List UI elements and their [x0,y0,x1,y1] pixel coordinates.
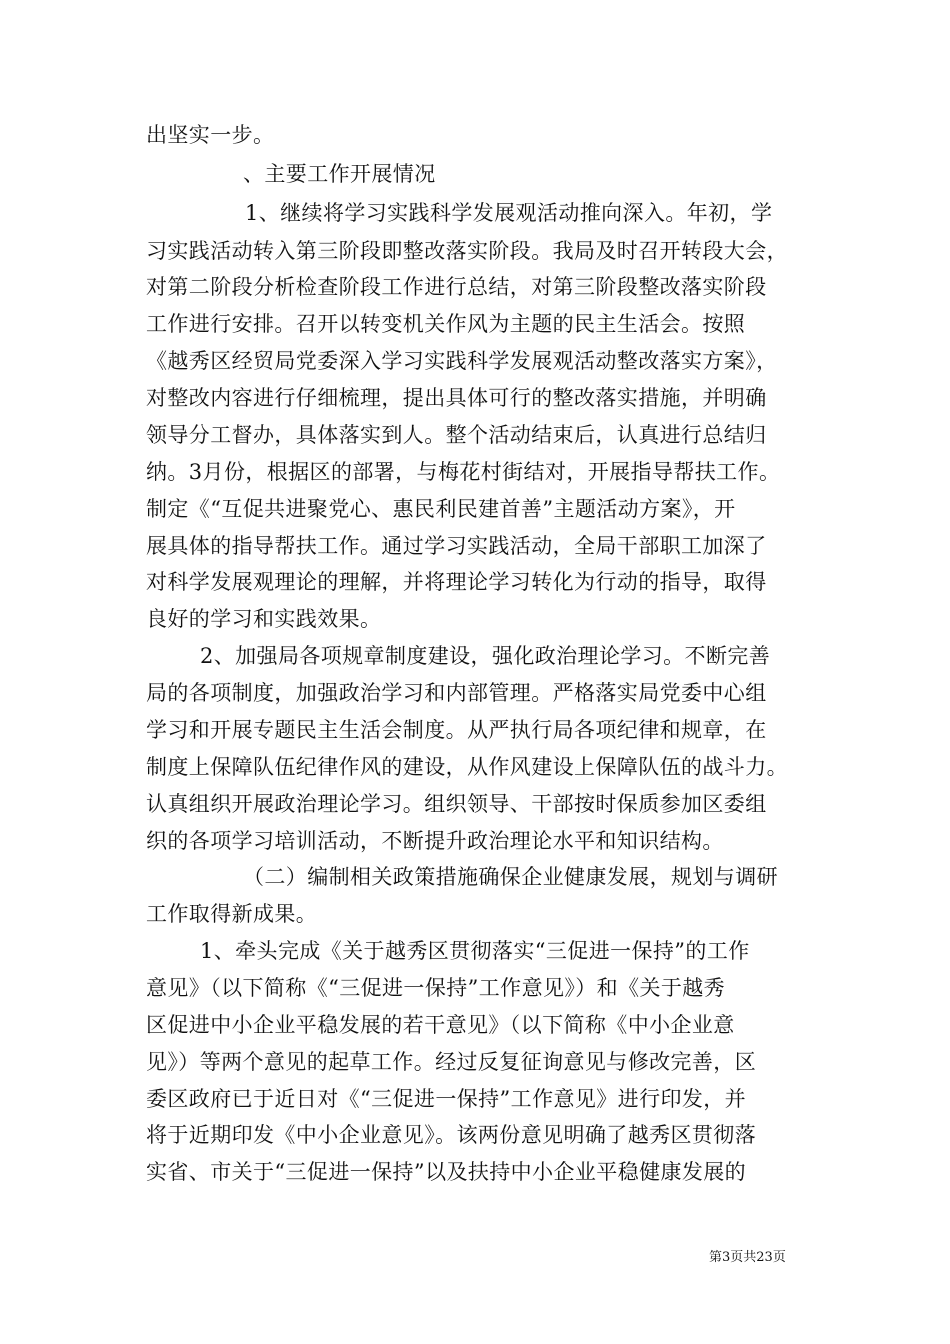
text-line: 意见》（以下简称《“三促进一保持”工作意见》）和《关于越秀 [146,976,726,1000]
text-line: 对整改内容进行仔细梳理，提出具体可行的整改落实措施，并明确 [146,386,767,410]
text-line: 认真组织开展政治理论学习。组织领导、干部按时保质参加区委组 [146,792,767,816]
text-line: 《越秀区经贸局党委深入学习实践科学发展观活动整改落实方案》， [146,349,778,373]
text-line: 区促进中小企业平稳发展的若干意见》（以下简称《中小企业意 [146,1013,735,1037]
text-line: 习实践活动转入第三阶段即整改落实阶段。我局及时召开转段大会， [146,239,788,263]
text-line: 工作进行安排。召开以转变机关作风为主题的民主生活会。按照 [146,312,746,336]
text-line: 局的各项制度，加强政治学习和内部管理。严格落实局党委中心组 [146,681,767,705]
text-line: 良好的学习和实践效果。 [146,607,382,631]
section-heading: 工作取得新成果。 [146,902,318,926]
text-line: 学习和开展专题民主生活会制度。从严执行局各项纪律和规章，在 [146,718,767,742]
text-line: 实省、市关于“三促进一保持”以及扶持中小企业平稳健康发展的 [146,1160,747,1184]
text-line: 1、牵头完成《关于越秀区贯彻落实“三促进一保持”的工作 [200,939,750,963]
text-line: 将于近期印发《中小企业意见》。该两份意见明确了越秀区贯彻落 [146,1123,757,1147]
text-line: 织的各项学习培训活动，不断提升政治理论水平和知识结构。 [146,829,724,853]
section-heading: （二）编制相关政策措施确保企业健康发展，规划与调研 [243,865,778,889]
text-line: 对科学发展观理论的理解，并将理论学习转化为行动的指导，取得 [146,570,767,594]
text-line: 领导分工督办，具体落实到人。整个活动结束后，认真进行总结归 [146,423,767,447]
text-line: 纳。3月份，根据区的部署，与梅花村街结对，开展指导帮扶工作。 [146,460,781,484]
text-line: 1、继续将学习实践科学发展观活动推向深入。年初，学 [245,201,773,225]
text-line: 出坚实一步。 [146,123,275,147]
text-line: 展具体的指导帮扶工作。通过学习实践活动，全局干部职工加深了 [146,534,767,558]
section-heading: 、主要工作开展情况 [243,162,436,186]
page-number: 第3页共23页 [709,1250,786,1265]
text-line: 见》）等两个意见的起草工作。经过反复征询意见与修改完善，区 [146,1050,757,1074]
text-line: 对第二阶段分析检查阶段工作进行总结，对第三阶段整改落实阶段 [146,275,767,299]
text-line: 2、加强局各项规章制度建设，强化政治理论学习。不断完善 [200,644,771,668]
text-line: 制定《“互促共进聚党心、惠民利民建首善”主题活动方案》，开 [146,497,736,521]
text-line: 委区政府已于近日对《“三促进一保持”工作意见》进行印发，并 [146,1087,747,1111]
text-line: 制度上保障队伍纪律作风的建设，从作风建设上保障队伍的战斗力。 [146,755,788,779]
